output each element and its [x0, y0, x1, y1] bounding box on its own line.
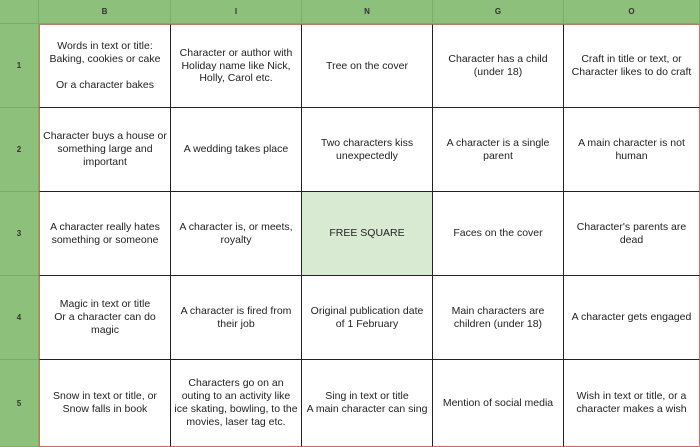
cell-b4[interactable]: Magic in text or title Or a character can do magic [39, 276, 171, 360]
select-all-corner[interactable] [0, 0, 39, 24]
cell-b2[interactable]: Character buys a house or something large and important [39, 108, 171, 192]
cell-b1[interactable]: Words in text or title: Baking, cookies or cake Or a character bakes [39, 24, 171, 108]
cell-i1[interactable]: Character or author with Holiday name like Nick, Holly, Carol etc. [171, 24, 302, 108]
cell-n2[interactable]: Two characters kiss unexpectedly [302, 108, 433, 192]
cell-n5[interactable]: Sing in text or title A main character can sing [302, 360, 433, 447]
column-header-i[interactable]: I [171, 0, 302, 24]
cell-g4[interactable]: Main characters are children (under 18) [433, 276, 564, 360]
cell-b5[interactable]: Snow in text or title, or Snow falls in book [39, 360, 171, 447]
cell-o5[interactable]: Wish in text or title, or a character makes a wish [564, 360, 700, 447]
cell-o1[interactable]: Craft in title or text, or Character likes to do craft [564, 24, 700, 108]
row-header-5[interactable]: 5 [0, 360, 39, 447]
cell-b3[interactable]: A character really hates something or someone [39, 192, 171, 276]
cell-i5[interactable]: Characters go on an outing to an activity like ice skating, bowling, to the movies, laser tag etc. [171, 360, 302, 447]
cell-n4[interactable]: Original publication date of 1 February [302, 276, 433, 360]
column-header-n[interactable]: N [302, 0, 433, 24]
column-header-b[interactable]: B [39, 0, 171, 24]
cell-o4[interactable]: A character gets engaged [564, 276, 700, 360]
cell-i4[interactable]: A character is fired from their job [171, 276, 302, 360]
row-header-1[interactable]: 1 [0, 24, 39, 108]
cell-o3[interactable]: Character's parents are dead [564, 192, 700, 276]
column-header-g[interactable]: G [433, 0, 564, 24]
cell-i3[interactable]: A character is, or meets, royalty [171, 192, 302, 276]
cell-g2[interactable]: A character is a single parent [433, 108, 564, 192]
row-header-3[interactable]: 3 [0, 192, 39, 276]
column-header-o[interactable]: O [564, 0, 700, 24]
cell-g5[interactable]: Mention of social media [433, 360, 564, 447]
cell-i2[interactable]: A wedding takes place [171, 108, 302, 192]
cell-o2[interactable]: A main character is not human [564, 108, 700, 192]
row-header-4[interactable]: 4 [0, 276, 39, 360]
cell-g3[interactable]: Faces on the cover [433, 192, 564, 276]
cell-g1[interactable]: Character has a child (under 18) [433, 24, 564, 108]
row-header-2[interactable]: 2 [0, 108, 39, 192]
cell-n1[interactable]: Tree on the cover [302, 24, 433, 108]
cell-n3-free-square[interactable]: FREE SQUARE [302, 192, 433, 276]
